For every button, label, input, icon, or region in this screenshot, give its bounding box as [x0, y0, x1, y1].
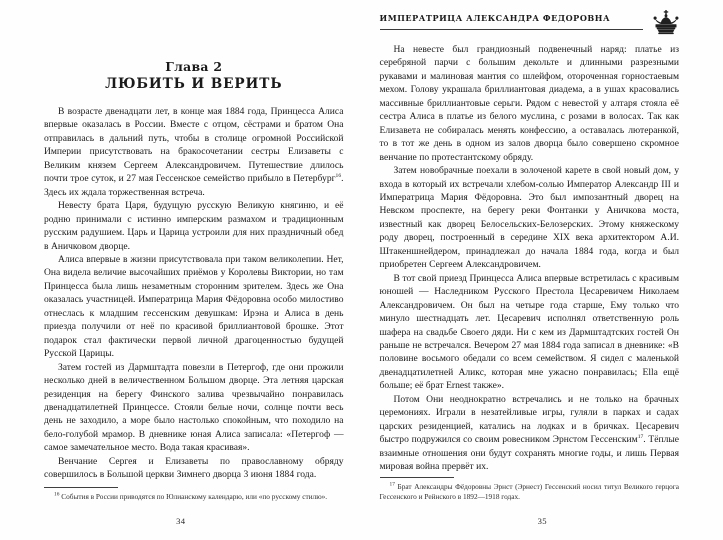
paragraph: На невесте был грандиозный подвенечный наряд: платье из серебряной парчи с большим декольте и длинными разрезными рукавами и малиновая мантия со шлейфом, отороченная горностаевым мехом. Голову украшала бриллиантовая диадема, а в ушах красовались массивные бриллиантовые серьги. Рядом с невестой у алтаря стояла её сестра Алиса в платье из белого муслина, с розами в волосах. Так как Елизавета не собиралась менять конфессию, а оставалась лютеранкой, то в тот же день в одном из залов дворца было совершено скромное венчание по протестантскому обряду. [379, 44, 679, 163]
running-head-title: ИМПЕРАТРИЦА АЛЕКСАНДРА ФЕДОРОВНА [379, 13, 611, 23]
paragraph-text: В возрасте двенадцати лет, в конце мая 1884 года, Принцесса Алиса впервые оказалась в России. Вместе с отцом, сёстрами и братом Она отправилась в дальний путь, чтобы в столице огромной Российской Империи присутствовать на бракосочетании сестры Елизаветы с Великим князем Сергеем Александровичем. Путешествие длилось почти трое суток, и 27 мая Гессенское семейство прибыло в Петербург [44, 106, 344, 185]
paragraph: Венчание Сергея и Елизаветы по православному обряду совершилось в Большой церкви Зимнего дворца 3 июня 1884 года. [44, 455, 344, 481]
footnote-marker: 16 [54, 491, 60, 498]
footnote-block [380, 477, 680, 502]
running-head [380, 9, 680, 43]
footnote-separator-rule [44, 487, 118, 488]
paragraph: Невесту брата Царя, будущую русскую Великую княгиню, и её родню принимали с истинно имперским размахом и традиционным русским радушием. Царь и Царица устроили для них праздничный обед в Аничковом дворце. [44, 200, 344, 252]
footnote-text: Брат Александры Фёдоровны Эрнст (Эрнест) Гессенский носил титул Великого герцога Гессенского и Рейнского в 1892—1918 годах. [379, 481, 680, 501]
right-text-column [380, 43, 680, 474]
chapter-heading [44, 59, 344, 92]
page-number-left: 34 [176, 516, 186, 526]
footnote [380, 482, 680, 502]
footnote-marker: 17 [389, 481, 395, 488]
paragraph: Алиса впервые в жизни присутствовала при таком великолепии. Нет, Она видела величие высочайших приёмов у Королевы Виктории, но там Принцесса была лишь незаметным сторонним зрителем. Здесь же Она оказалась участницей. Императрица Мария Фёдоровна особо милостиво отнеслась к младшим гессенским девушкам: Ирэна и Алиса в день приезда получили от неё по красивой бриллиантовой брошке. Этот подарок стал фактически первой личной драгоценностью будущей Русской Царицы. [44, 253, 344, 360]
chapter-number: Глава 2 [165, 59, 223, 74]
paragraph [380, 393, 680, 474]
footnote-separator-rule [380, 477, 454, 478]
running-head-rule [380, 29, 644, 30]
footnote [44, 492, 344, 502]
paragraph: В тот свой приезд Принцесса Алиса впервые встретилась с красивым юношей — Наследником Русского Престола Цесаревичем Николаем Александровичем. Он был на четыре года старше, Ему только что минуло шестнадцать лет. Цесаревич исполнял ответственную роль шафера на свадьбе Своего дяди. Ни с кем из Дармштадтских гостей Он раньше не встречался. Вечером 27 мая 1884 года записал в дневнике: «В половине восьмого обедали со всем семейством. Я сидел с маленькой двенадцатилетней Аликс, которая мне ужасно понравилась; Ella ещё больше; её брат Ernest также». [379, 272, 679, 392]
footnote-reference-16[interactable]: 16 [335, 173, 342, 180]
paragraph-text-tail: . Здесь их ждала торжественная встреча. [44, 173, 344, 198]
left-text-column [44, 105, 344, 482]
paragraph: Затем гостей из Дармштадта повезли в Петергоф, где они прожили несколько дней в величественном Большом дворце. Эта летняя царская резиденция на берегу Финского залива чрезвычайно понравилась двенадцатилетней Принцессе. Стояли белые ночи, солнце почти весь день не заходило, а море было настолько спокойным, что походило на бело-голубой мрамор. В дневнике юная Алиса записала: «Петергоф — самое замечательное место. Вода такая красивая». [44, 361, 344, 454]
paragraph-text-tail: . Тёплые взаимные отношения они будут сохранять многие годы, и лишь Первая мировая война прервёт их. [379, 434, 679, 473]
footnote-text: События в России приводятся по Юлианскому календарю, или «по русскому стилю». [61, 491, 328, 501]
page-right [362, 0, 723, 540]
footnote-block [44, 487, 344, 502]
paragraph [44, 105, 344, 199]
paragraph: Затем новобрачные поехали в золоченой карете в свой новый дом, у входа в который их встречали хлебом-солью Император Александр III и Императрица Мария Фёдоровна. Это был импозантный дворец на Невском проспекте, на берегу реки Фонтанки у Аничкова моста, известный как дворец Белосельских-Белозерских. Этому княжескому роду дворец, построенный в середине XIX века архитектором А.И. Штакеншнейдером, принадлежал до начала 1884 года, когда и был приобретен Сергеем Александровичем. [379, 165, 679, 271]
paragraph-text: Потом Они неоднократно встречались и не только на брачных церемониях. Играли в незатейливые игры, гуляли в парках и садах царских резиденцией, катались на лодках и в бричках. Цесаревич быстро подружился со своим ровесником Эрнстом Гессенским [379, 393, 679, 446]
chapter-title: ЛЮБИТЬ И ВЕРИТЬ [105, 76, 283, 92]
page-number-right: 35 [537, 516, 547, 526]
footnote-reference-17[interactable]: 17 [637, 433, 644, 440]
imperial-crown-icon [651, 10, 681, 36]
